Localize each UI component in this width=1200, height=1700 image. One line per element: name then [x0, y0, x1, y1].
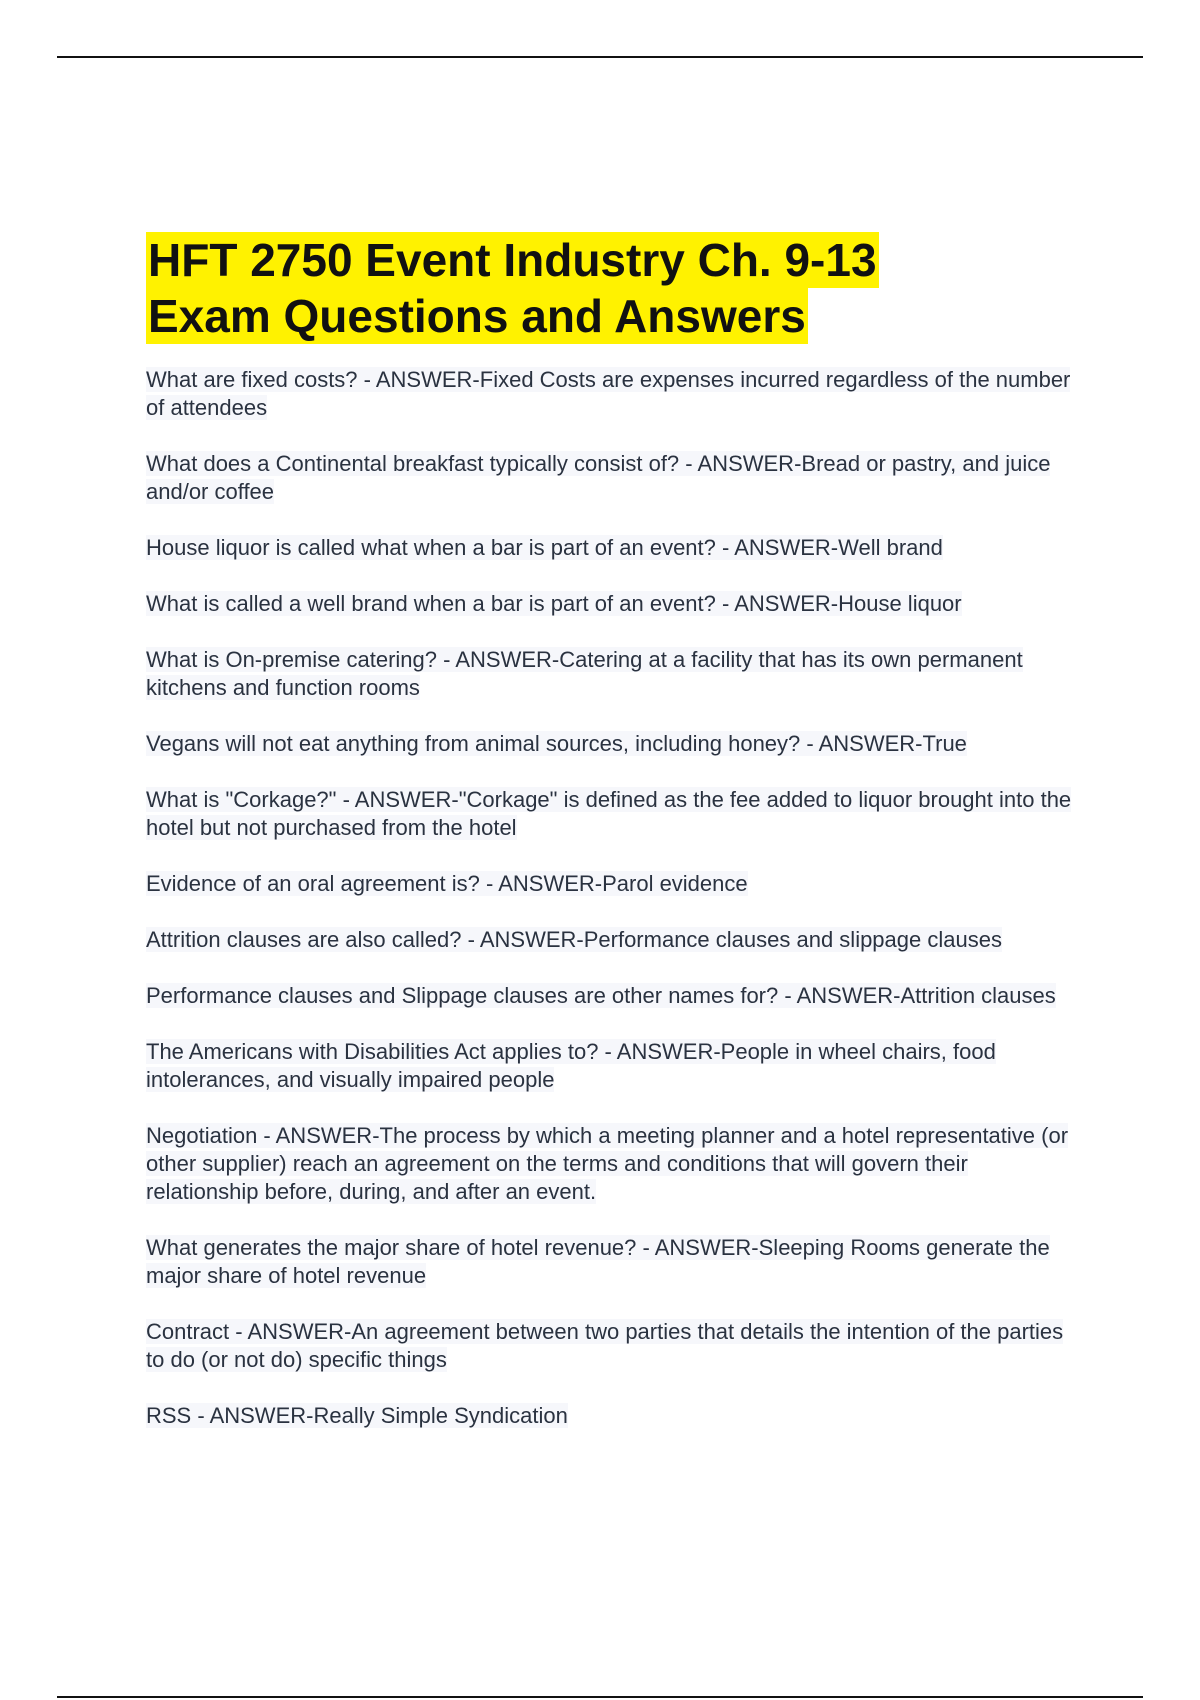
qa-text: What is called a well brand when a bar is part of an event? - ANSWER-House liquor	[146, 591, 962, 616]
top-rule	[57, 56, 1143, 58]
qa-text: What are fixed costs? - ANSWER-Fixed Costs are expenses incurred regardless of the number of attendees	[146, 367, 1071, 420]
qa-text: Performance clauses and Slippage clauses are other names for? - ANSWER-Attrition clauses	[146, 983, 1056, 1008]
qa-text: What generates the major share of hotel revenue? - ANSWER-Sleeping Rooms generate the major share of hotel revenue	[146, 1235, 1050, 1288]
qa-text: The Americans with Disabilities Act applies to? - ANSWER-People in wheel chairs, food intolerances, and visually impaired people	[146, 1039, 996, 1092]
bottom-rule	[57, 1696, 1143, 1698]
qa-text: House liquor is called what when a bar is part of an event? - ANSWER-Well brand	[146, 535, 943, 560]
qa-text: What does a Continental breakfast typically consist of? - ANSWER-Bread or pastry, and juice and/or coffee	[146, 451, 1051, 504]
title-line-1: HFT 2750 Event Industry Ch. 9-13	[148, 234, 877, 286]
qa-text: Attrition clauses are also called? - ANSWER-Performance clauses and slippage clauses	[146, 927, 1002, 952]
qa-item	[146, 534, 1076, 562]
qa-item	[146, 366, 1076, 422]
qa-item	[146, 1402, 1076, 1430]
qa-list	[146, 366, 1076, 1430]
qa-text: Vegans will not eat anything from animal sources, including honey? - ANSWER-True	[146, 731, 967, 756]
qa-item	[146, 786, 1076, 842]
qa-text: RSS - ANSWER-Really Simple Syndication	[146, 1403, 568, 1428]
qa-item	[146, 590, 1076, 618]
qa-item	[146, 870, 1076, 898]
qa-item	[146, 982, 1076, 1010]
title-line-2: Exam Questions and Answers	[148, 290, 806, 342]
qa-item	[146, 926, 1076, 954]
qa-item	[146, 646, 1076, 702]
qa-item	[146, 1234, 1076, 1290]
qa-text: What is On-premise catering? - ANSWER-Catering at a facility that has its own permanent kitchens and function rooms	[146, 647, 1023, 700]
qa-text: What is "Corkage?" - ANSWER-"Corkage" is defined as the fee added to liquor brought into the hotel but not purchased from the hotel	[146, 787, 1072, 840]
document-page	[146, 232, 1076, 1458]
qa-text: Evidence of an oral agreement is? - ANSWER-Parol evidence	[146, 871, 748, 896]
qa-text: Contract - ANSWER-An agreement between two parties that details the intention of the parties to do (or not do) specific things	[146, 1319, 1064, 1372]
qa-item	[146, 1318, 1076, 1374]
qa-item	[146, 1038, 1076, 1094]
document-title	[146, 232, 1076, 344]
qa-item	[146, 730, 1076, 758]
qa-item	[146, 450, 1076, 506]
qa-item	[146, 1122, 1076, 1206]
qa-text: Negotiation - ANSWER-The process by which a meeting planner and a hotel representative (or other supplier) reach an agreement on the terms and conditions that will govern their relationship before, during, and after an event.	[146, 1123, 1069, 1204]
